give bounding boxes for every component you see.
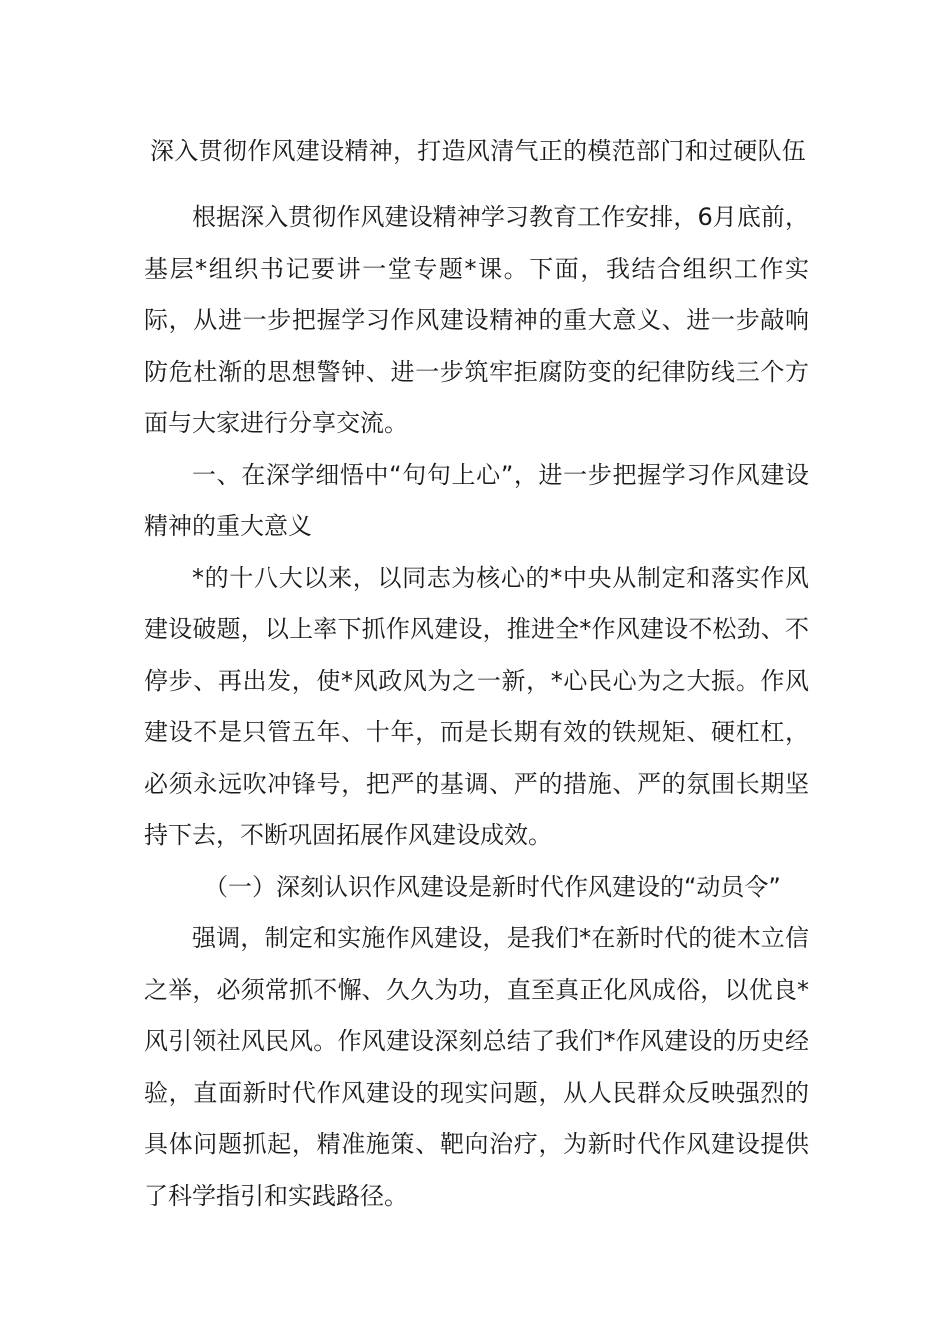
section-1-paragraph: *的十八大以来，以同志为核心的*中央从制定和落实作风建设破题，以上率下抓作风建设，推进全*作风建设不松劲、不停步、再出发，使*风政风为之一新，*心民心为之大振。作风建设不是只管五年、十年，而是长期有效的铁规矩、硬杠杠，必须永远吹冲锋号，把严的基调、严的措施、严的氛围长期坚持下去，不断巩固拓展作风建设成效。 [144,563,809,849]
document-body [144,192,809,1222]
subsection-1-paragraph: 强调，制定和实施作风建设，是我们*在新时代的徙木立信之举，必须常抓不懈、久久为功，直至真正化风成俗，以优良*风引领社风民风。作风建设深刻总结了我们*作风建设的历史经验，直面新时代作风建设的现实问题，从人民群众反映强烈的具体问题抓起，精准施策、靶向治疗，为新时代作风建设提供了科学指引和实践路径。 [144,924,809,1210]
section-heading-1: 一、在深学细悟中“句句上心”，进一步把握学习作风建设精神的重大意义 [144,460,809,540]
document-title: 深入贯彻作风建设精神，打造风清气正的模范部门和过硬队伍 [150,137,807,165]
subsection-heading-1: （一）深刻认识作风建设是新时代作风建设的“动员令” [204,872,781,901]
intro-paragraph: 根据深入贯彻作风建设精神学习教育工作安排，6月底前，基层*组织书记要讲一堂专题*课。下面，我结合组织工作实际，从进一步把握学习作风建设精神的重大意义、进一步敲响防危杜渐的思想警钟、进一步筑牢拒腐防变的纪律防线三个方面与大家进行分享交流。 [144,203,809,437]
